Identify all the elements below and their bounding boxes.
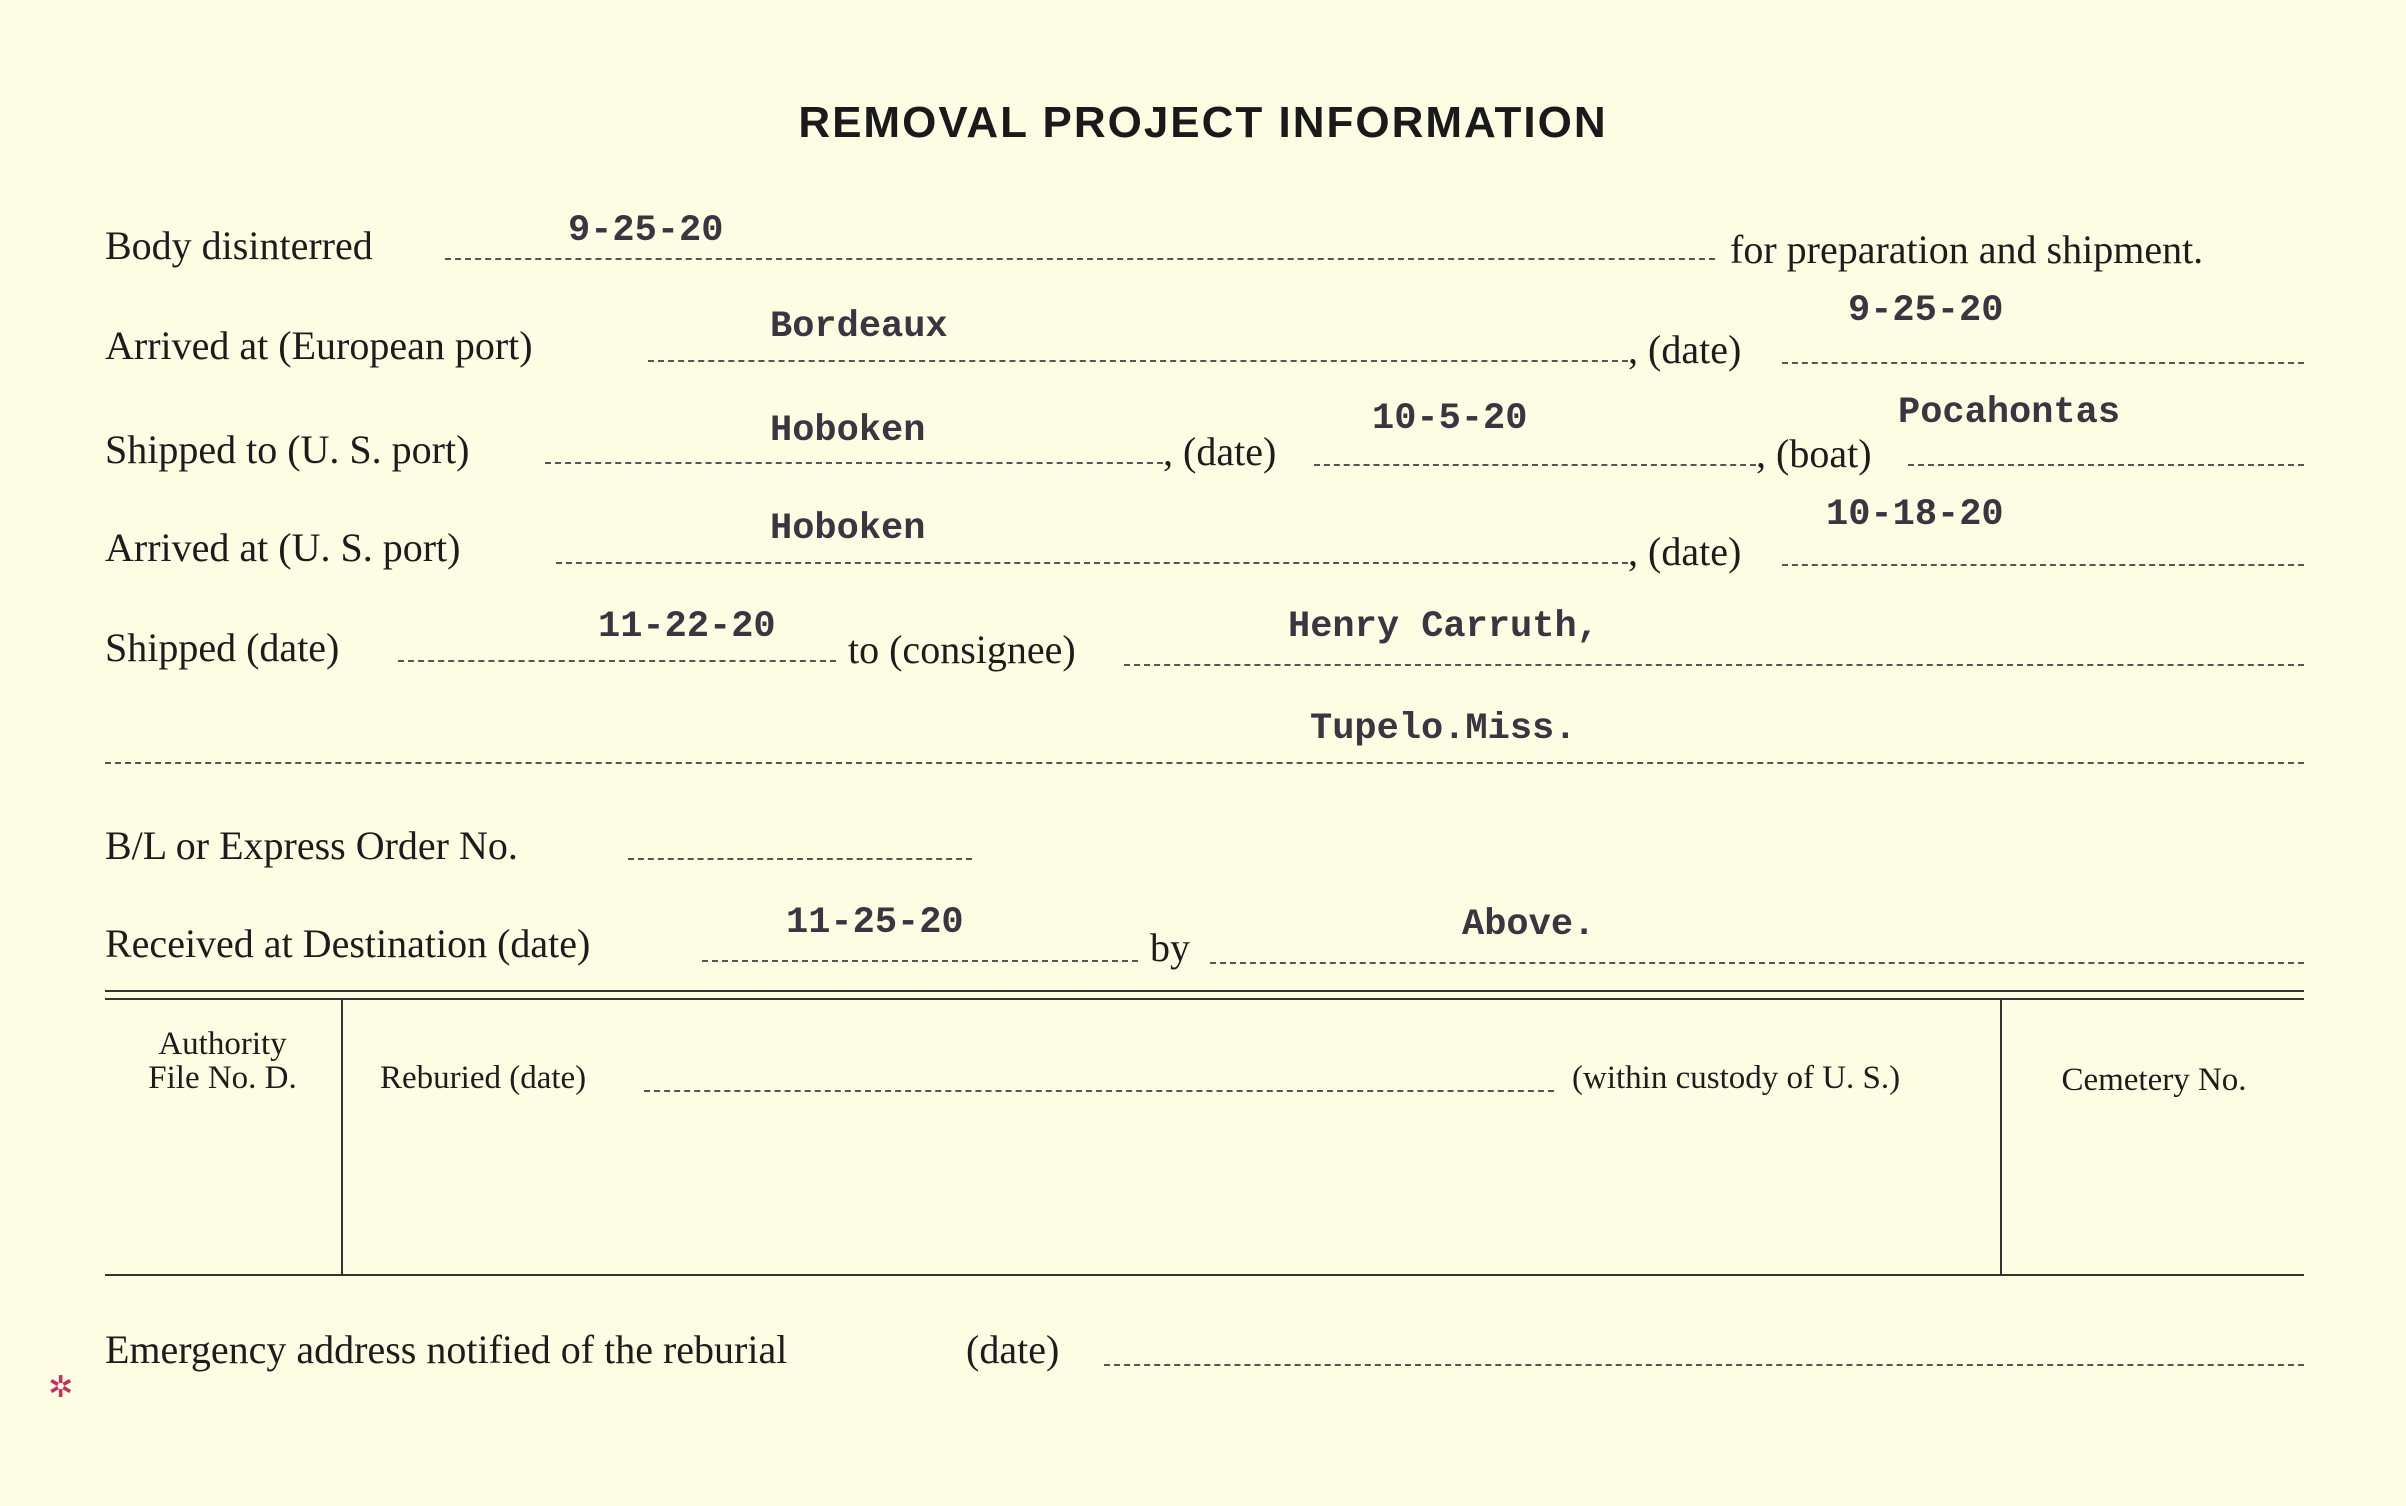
- boat-label: , (boat): [1756, 431, 1872, 476]
- us-port-shipped-label: Shipped to (U. S. port): [105, 427, 470, 472]
- red-mark-icon: ✲: [48, 1370, 74, 1405]
- european-port-date: 9-25-20: [1848, 290, 2004, 332]
- us-port-arrived-date: 10-18-20: [1826, 494, 2004, 536]
- shipped-date-line: [398, 660, 836, 662]
- body-disinterred-line: [445, 258, 1715, 260]
- us-port-shipped-date-label: , (date): [1163, 429, 1277, 474]
- emergency-address-label: Emergency address notified of the reburial: [105, 1327, 788, 1372]
- preparation-shipment-text: for preparation and shipment.: [1730, 227, 2204, 272]
- european-port-value: Bordeaux: [770, 306, 948, 348]
- body-disinterred-label: Body disinterred: [105, 223, 373, 268]
- shipped-date-label: Shipped (date): [105, 625, 340, 670]
- us-port-shipped-value: Hoboken: [770, 410, 926, 452]
- consignee-address-line: [105, 762, 2304, 764]
- received-destination-date: 11-25-20: [786, 902, 964, 944]
- boat-value: Pocahontas: [1898, 392, 2121, 434]
- received-by-value: Above.: [1462, 904, 1596, 946]
- boat-line: [1908, 464, 2304, 466]
- table-top-rule: [105, 990, 2304, 992]
- consignee-name: Henry Carruth,: [1288, 606, 1599, 648]
- table-divider-left: [341, 1000, 343, 1274]
- bl-express-order-line: [628, 858, 972, 860]
- consignee-line: [1124, 664, 2304, 666]
- emergency-date-label: (date): [966, 1327, 1060, 1372]
- table-divider-right: [2000, 1000, 2002, 1274]
- body-disinterred-date: 9-25-20: [568, 210, 724, 252]
- cemetery-no-label: Cemetery No.: [2061, 1062, 2247, 1098]
- us-port-arrived-line: [556, 562, 1628, 564]
- us-port-arrived-date-label: , (date): [1628, 529, 1742, 574]
- european-port-label: Arrived at (European port): [105, 323, 533, 368]
- received-by-line: [1210, 962, 2304, 964]
- table-top-rule-2: [105, 998, 2304, 1000]
- shipped-date-value: 11-22-20: [598, 606, 776, 648]
- consignee-address: Tupelo.Miss.: [1310, 708, 1577, 750]
- reburied-date-label: Reburied (date): [380, 1060, 587, 1096]
- received-destination-label: Received at Destination (date): [105, 921, 591, 966]
- us-port-arrived-label: Arrived at (U. S. port): [105, 525, 461, 570]
- authority-label-line1: Authority: [158, 1026, 287, 1062]
- bl-express-order-label: B/L or Express Order No.: [105, 823, 518, 868]
- table-bottom-rule: [105, 1274, 2304, 1276]
- us-port-arrived-date-line: [1782, 564, 2304, 566]
- us-port-shipped-date: 10-5-20: [1372, 398, 1528, 440]
- received-by-label: by: [1150, 925, 1190, 970]
- emergency-date-line: [1104, 1364, 2304, 1366]
- custody-label: (within custody of U. S.): [1572, 1060, 1901, 1096]
- authority-label-line2: File No. D.: [148, 1060, 297, 1096]
- reburied-date-line: [644, 1090, 1554, 1092]
- us-port-shipped-date-line: [1314, 464, 1756, 466]
- european-port-date-label: , (date): [1628, 327, 1742, 372]
- consignee-label: to (consignee): [848, 627, 1076, 672]
- us-port-shipped-line: [545, 462, 1163, 464]
- european-port-line: [648, 360, 1628, 362]
- european-port-date-line: [1782, 362, 2304, 364]
- form-title: REMOVAL PROJECT INFORMATION: [798, 98, 1608, 147]
- us-port-arrived-value: Hoboken: [770, 508, 926, 550]
- received-destination-line: [702, 960, 1138, 962]
